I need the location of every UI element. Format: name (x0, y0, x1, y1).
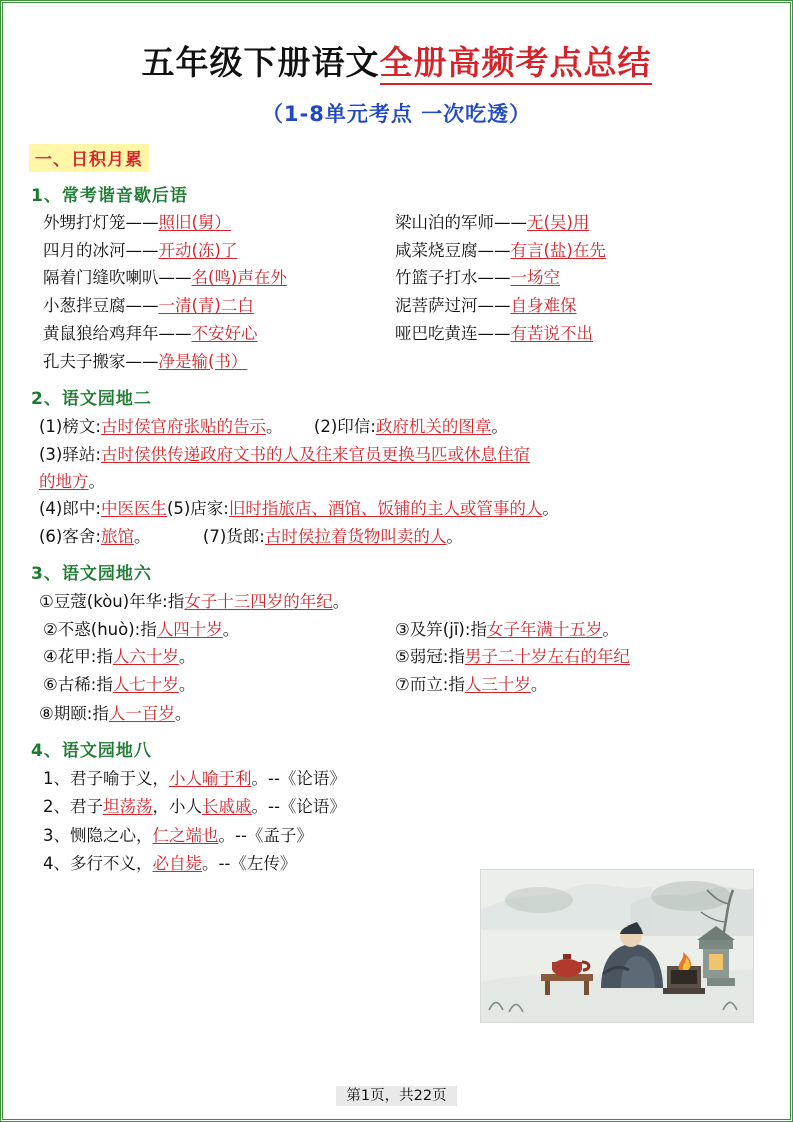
age-term-right (387, 644, 764, 671)
term-answer: 人一百岁 (108, 703, 175, 723)
xiehouyu-left (29, 210, 387, 237)
age-term-left: ②不惑(huò):指人四十岁。 (43, 619, 240, 639)
term-label: ⑤弱冠:指 (395, 647, 465, 667)
riddle-question: 梁山泊的军师—— (395, 213, 527, 232)
quote-answer: 必自毙 (152, 854, 202, 874)
term-label: ③及笄(jī):指 (395, 619, 487, 639)
term-label: (3)驿站: (39, 444, 101, 464)
definition-line: (6)客舍:旅馆。 (7)货郎:古时侯拉着货物叫卖的人。 (39, 526, 463, 546)
riddle-question: 隔着门缝吹喇叭—— (43, 268, 192, 288)
xiehouyu-right (387, 293, 764, 320)
term-answer: 男子二十岁左右的年纪 (464, 647, 630, 667)
quote-answer: 坦荡荡 (103, 797, 153, 817)
riddle-answer: 无(吴)用 (527, 213, 590, 232)
age-term-line: ⑧期颐:指人一百岁。 (39, 703, 192, 723)
quote-answer: 长戚戚 (202, 797, 252, 817)
term-answer: 古时侯拉着货物叫卖的人 (264, 526, 447, 546)
term-answer: 人四十岁 (156, 619, 223, 639)
age-term-right: ③及笄(jī):指女子年满十五岁。 (395, 619, 619, 639)
term-answer: 旅馆 (100, 526, 134, 546)
riddle-answer: 净是输(书） (158, 351, 248, 371)
riddle-question: 竹篮子打水—— (395, 268, 511, 288)
term-answer-cont: 的地方 (39, 472, 89, 492)
term-label: ②不惑(huò):指 (43, 619, 157, 639)
term-answer: 政府机关的图章 (375, 417, 492, 437)
definition-line: (4)郎中:中医医生(5)店家:旧时指旅店、酒馆、饭铺的主人或管事的人。 (39, 499, 559, 519)
quote-line: 4、多行不义，必自毙。--《左传》 (43, 854, 297, 874)
quote-line: 3、恻隐之心，仁之端也。--《孟子》 (43, 825, 313, 845)
term-label: (4)郎中: (39, 499, 101, 519)
age-term-row (29, 672, 764, 699)
subsection-heading-1: 1、常考谐音歇后语 (31, 186, 188, 206)
riddle-question: 泥菩萨过河—— (395, 296, 511, 316)
riddle-answer: 照旧(舅） (158, 213, 231, 232)
page-title (29, 37, 764, 84)
xiehouyu-row (29, 293, 764, 320)
riddle-question: 外甥打灯笼—— (43, 213, 159, 232)
term-label: ④花甲:指 (43, 647, 113, 667)
riddle-answer: 有言(盐)在先 (510, 240, 606, 260)
riddle-answer: 一清(青)二白 (158, 296, 254, 316)
quote-line: 1、君子喻于义，小人喻于利。--《论语》 (43, 769, 346, 789)
xiehouyu-left (29, 293, 387, 320)
riddle-question: 小葱拌豆腐—— (43, 296, 159, 316)
riddle-question: 黄鼠狼给鸡拜年—— (43, 323, 192, 343)
page-number: 第1页，共22页 (336, 1086, 456, 1106)
xiehouyu-row (29, 238, 764, 265)
term-label: ⑥古稀:指 (43, 675, 113, 694)
age-term-row (29, 644, 764, 671)
quote-answer: 小人喻于利 (169, 769, 252, 789)
xiehouyu-left (29, 321, 387, 348)
riddle-question: 孔夫子搬家—— (43, 351, 159, 371)
page-footer (3, 1084, 790, 1105)
term-label: (7)货郎: (202, 526, 265, 546)
riddle-question: 咸菜烧豆腐—— (395, 240, 511, 260)
xiehouyu-right (387, 265, 764, 292)
subsection-heading-3: 3、语文园地六 (31, 564, 152, 585)
term-answer: 中医医生 (100, 499, 167, 519)
title-part-red: 全册高频考点总结 (380, 43, 652, 85)
quote-list (29, 765, 764, 879)
xiehouyu-left (29, 265, 387, 292)
term-answer: 古时侯供传递政府文书的人及往来官员更换马匹或休息住宿 (100, 444, 530, 464)
xiehouyu-left (29, 238, 387, 265)
xiehouyu-right (387, 321, 764, 348)
term-label: ①豆蔻(kòu)年华:指 (39, 592, 185, 612)
xiehouyu-right (387, 238, 764, 265)
quote-line: 2、君子坦荡荡，小人长戚戚。--《论语》 (43, 797, 346, 817)
riddle-answer: 一场空 (510, 268, 560, 288)
quote-answer: 仁之端也 (152, 825, 219, 845)
section-heading-1: 一、日积月累 (29, 144, 149, 172)
age-term-right: ⑦而立:指人三十岁。 (395, 675, 548, 694)
xiehouyu-row (29, 210, 764, 237)
age-term-left: ④花甲:指人六十岁。 (43, 647, 196, 667)
ink-painting-illustration (480, 869, 754, 1023)
xiehouyu-row (29, 321, 764, 348)
riddle-answer: 不安好心 (191, 323, 258, 343)
riddle-answer: 名(鸣)声在外 (191, 268, 287, 288)
riddle-question: 哑巴吃黄连—— (395, 323, 511, 343)
term-label: (2)印信: (313, 417, 376, 437)
xiehouyu-left (29, 349, 387, 376)
subsection-heading-4: 4、语文园地八 (31, 741, 152, 762)
term-label: (6)客舍: (39, 526, 101, 546)
xiehouyu-row (29, 265, 764, 292)
term-answer: 女子年满十五岁 (486, 619, 603, 639)
title-part-black: 五年级下册语文 (141, 43, 380, 82)
term-answer: 人三十岁 (464, 675, 531, 694)
definition-line (29, 441, 764, 468)
definition-line-cont: 的地方。 (39, 472, 105, 492)
definition-line: (1)榜文:古时侯官府张贴的告示。 (2)印信:政府机关的图章。 (39, 417, 508, 437)
page-subtitle: （1-8单元考点 一次吃透） (261, 102, 532, 126)
term-label: ⑦而立:指 (395, 675, 465, 694)
term-answer: 女子十三四岁的年纪 (184, 592, 333, 612)
term-answer: 旧时指旅店、酒馆、饭铺的主人或管事的人 (228, 499, 543, 519)
term-answer: 人六十岁 (112, 647, 179, 667)
riddle-answer: 有苦说不出 (510, 323, 593, 343)
term-answer: 人七十岁 (112, 675, 179, 694)
term-answer: 古时侯官府张贴的告示 (100, 417, 266, 437)
ink-painting-scholar-brazier-icon (481, 870, 753, 1022)
riddle-answer: 开动(冻)了 (158, 240, 238, 260)
xiehouyu-right (387, 349, 764, 376)
term-label: ⑧期颐:指 (39, 703, 109, 723)
xiehouyu-row (29, 349, 764, 376)
subsection-heading-2: 2、语文园地二 (31, 389, 152, 410)
age-term-left: ⑥古稀:指人七十岁。 (43, 675, 196, 694)
age-term-line: ①豆蔻(kòu)年华:指女子十三四岁的年纪。 (39, 592, 350, 612)
term-label: (5)店家: (166, 499, 229, 519)
riddle-answer: 自身难保 (510, 296, 577, 316)
term-label: (1)榜文: (39, 417, 101, 437)
xiehouyu-right (387, 210, 764, 237)
riddle-question: 四月的冰河—— (43, 240, 159, 260)
age-term-row (29, 617, 764, 644)
